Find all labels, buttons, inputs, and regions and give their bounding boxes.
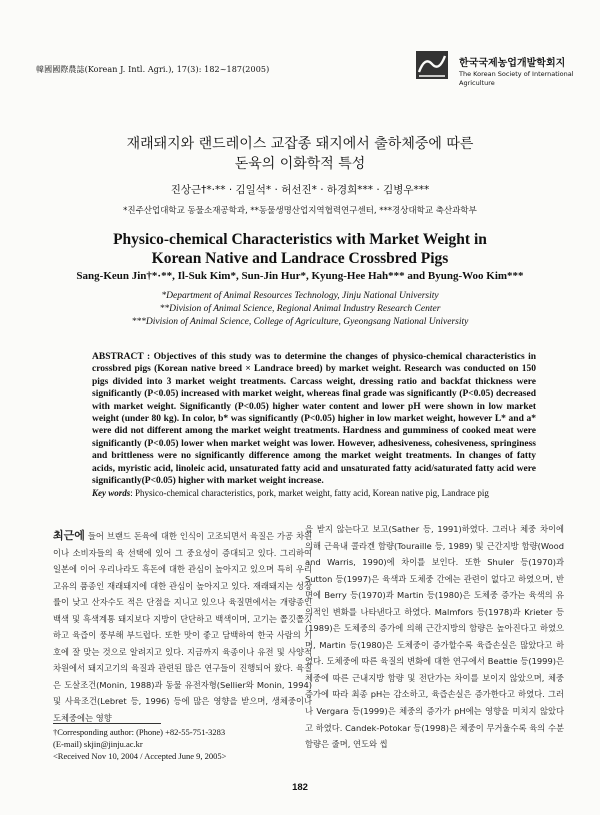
- society-name-english-line1: The Korean Society of International: [459, 70, 574, 78]
- abstract-text: Objectives of this study was to determine the changes of physico-chemical characteristics in crossbred pigs (Korean native breed × Landrace breed) by market weight. Research was conducted on 150 pigs divided into 3 market weight treatments. Carcass weight, dressing ratio and backfat thickness were significantly (P<0.05) increased with market weight, whereas final grade was significantly (P<0.05) decreased with market weight. Significantly (P<0.05) higher water content and lower pH were shown in low market weight (under 80 kg). In color, b* was significantly (P<0.05) higher in low market weight, however L* and a* were did not different among the market weight treatments. Hardness and gumminess of cooked meat were significantly (P<0.05) lower when market weight was lower. However, adhesiveness, cohesiveness, springiness and brittleness were no significantly difference among the market weight treatments. In changes of fatty acids, myristic acid, linoleic acid, unsaturated fatty acid and unsaturated fatty acid/saturated fatty acid were significantly(P<0.05) higher with market weight increase.: [92, 352, 537, 487]
- footnote-corresponding: †Corresponding author: (Phone) +82-55-751-3283: [53, 727, 226, 737]
- keywords-label: Key words: [92, 488, 131, 498]
- footnote-received: <Received Nov 10, 2004 / Accepted June 9, 2005>: [53, 751, 227, 761]
- lead-word: 최근에: [53, 529, 85, 542]
- society-logo: [415, 48, 580, 96]
- body-column-left: [53, 528, 312, 727]
- body-column-right: [305, 521, 564, 753]
- english-title: [0, 230, 600, 268]
- affiliation-2: **Division of Animal Science, Regional Animal Industry Research Center: [159, 304, 441, 314]
- english-authors: Sang-Keun Jin†*·**, Il-Suk Kim*, Sun-Jin Hur*, Kyung-Hee Hah*** and Byung-Woo Kim***: [76, 270, 524, 282]
- korean-title-line2: 돈육의 이화학적 특성: [234, 156, 366, 172]
- english-title-line2: Korean Native and Landrace Crossbred Pigs: [151, 250, 449, 267]
- korean-title-line1: 재래돼지와 랜드레이스 교잡종 돼지에서 출하체중에 따른: [126, 136, 474, 152]
- affiliation-3: ***Division of Animal Science, College of Agriculture, Gyeongsang National University: [131, 317, 469, 327]
- keywords-text: : Physico-chemical characteristics, pork, market weight, fatty acid, Korean native pig, Landrace pig: [130, 488, 489, 498]
- body-left-text: 들어 브랜드 돈육에 대한 인식이 고조되면서 육질은 가공 차원이나 소비자들의 육 선택에 있어 그 중요성이 증대되고 있다. 그리하여 일본에 이어 우리나라도 흑돈에 대한 관심이 높아지고 있으며 특히 우리 고유의 품종인 재래돼지에 대한 관심이 높아지고 있다. 재래돼지는 성장률이 낮고 산자수도 적은 단점을 지니고 있으나 육질면에서는 개량종인 백색 및 흑색계통 돼지보다 지방이 단단하고 백색이며, 고기는 쫄깃쫄깃하고 육즙이 풍부해 부드럽다. 또한 맛이 좋고 담백하여 한국 사람의 기호에 잘 맞는 것으로 알려지고 있다. 지금까지 육종이나 유전 및 사양적 차원에서 돼지고기의 육질과 관련된 많은 연구들이 진행되어 왔다. 육질은 도살조건(Monin, 1988)과 동물 유전자형(Sellier와 Monin, 1994) 및 사육조건(Lebret 등, 1996) 등에 많은 영향을 받으며, 생체중이나 도체중에는 영향: [53, 531, 312, 724]
- journal-citation: 韓國國際農誌(Korean J. Intl. Agri.), 17(3): 182~187(2005): [36, 65, 270, 74]
- footnote-email: (E-mail) skjin@jinju.ac.kr: [53, 739, 143, 749]
- english-title-line1: Physico-chemical Characteristics with Market Weight in: [113, 231, 487, 248]
- korean-affiliations: *진주산업대학교 동물소재공학과, **동물생명산업지역협력연구센터, ***경상대학교 축산과학부: [123, 206, 477, 216]
- society-logo-icon: [415, 50, 449, 80]
- keywords: [92, 488, 542, 498]
- society-name-korean: 한국국제농업개발학회지: [459, 58, 566, 69]
- society-name-english-line2: Agriculture: [459, 79, 495, 87]
- english-affiliations: [0, 290, 600, 329]
- korean-authors: 진상근†*·** · 김일석* · 허선진* · 하경희*** · 김병우***: [170, 184, 430, 196]
- affiliation-1: *Department of Animal Resources Technology, Jinju National University: [161, 291, 439, 301]
- korean-title: [0, 134, 600, 174]
- body-right-text: 을 받지 않는다고 보고(Sather 등, 1991)하였다. 그러나 체중 차이에 의해 근육내 콜라겐 함량(Touraille 등, 1989) 및 근간지방 함량(Wood and Warris, 1990)에 차이를 보인다. 또한 Shuler 등(1970)과 Sutton 등(1997)은 육색과 도체중 간에는 관련이 없다고 하였으며, 반면에 Berry 등(1970)과 Martin 등(1980)은 도체중 증가는 육색의 유의적인 변화를 나타낸다고 하였다. Malmfors 등(1978)과 Krieter 등(1989)은 도체중의 증가에 의해 근간지방의 함량은 높아진다고 하였으며, Martin 등(1980)은 도체중이 증가할수록 육즙손실은 많았다고 하였다. 도체중에 따른 육질의 변화에 대한 연구에서 Beattie 등(1999)은 체중에 따른 근내지방 함량 및 전단가는 차이를 보이지 않았으며, 체중 증가에 따라 최종 pH는 감소하고, 육즙손실은 증가한다고 하였다. 그러나 Vergara 등(1999)은 체중의 증가가 pH에는 영향을 미치지 않았다고 하였다. Candek-Potokar 등(1998)은 체중이 무거울수록 육의 수분 함량은 줄며, 연도와 씹: [305, 524, 564, 750]
- abstract-label: ABSTRACT :: [92, 352, 151, 362]
- abstract: [92, 351, 536, 487]
- footnote-divider: [53, 723, 161, 724]
- page-number: 182: [292, 782, 308, 793]
